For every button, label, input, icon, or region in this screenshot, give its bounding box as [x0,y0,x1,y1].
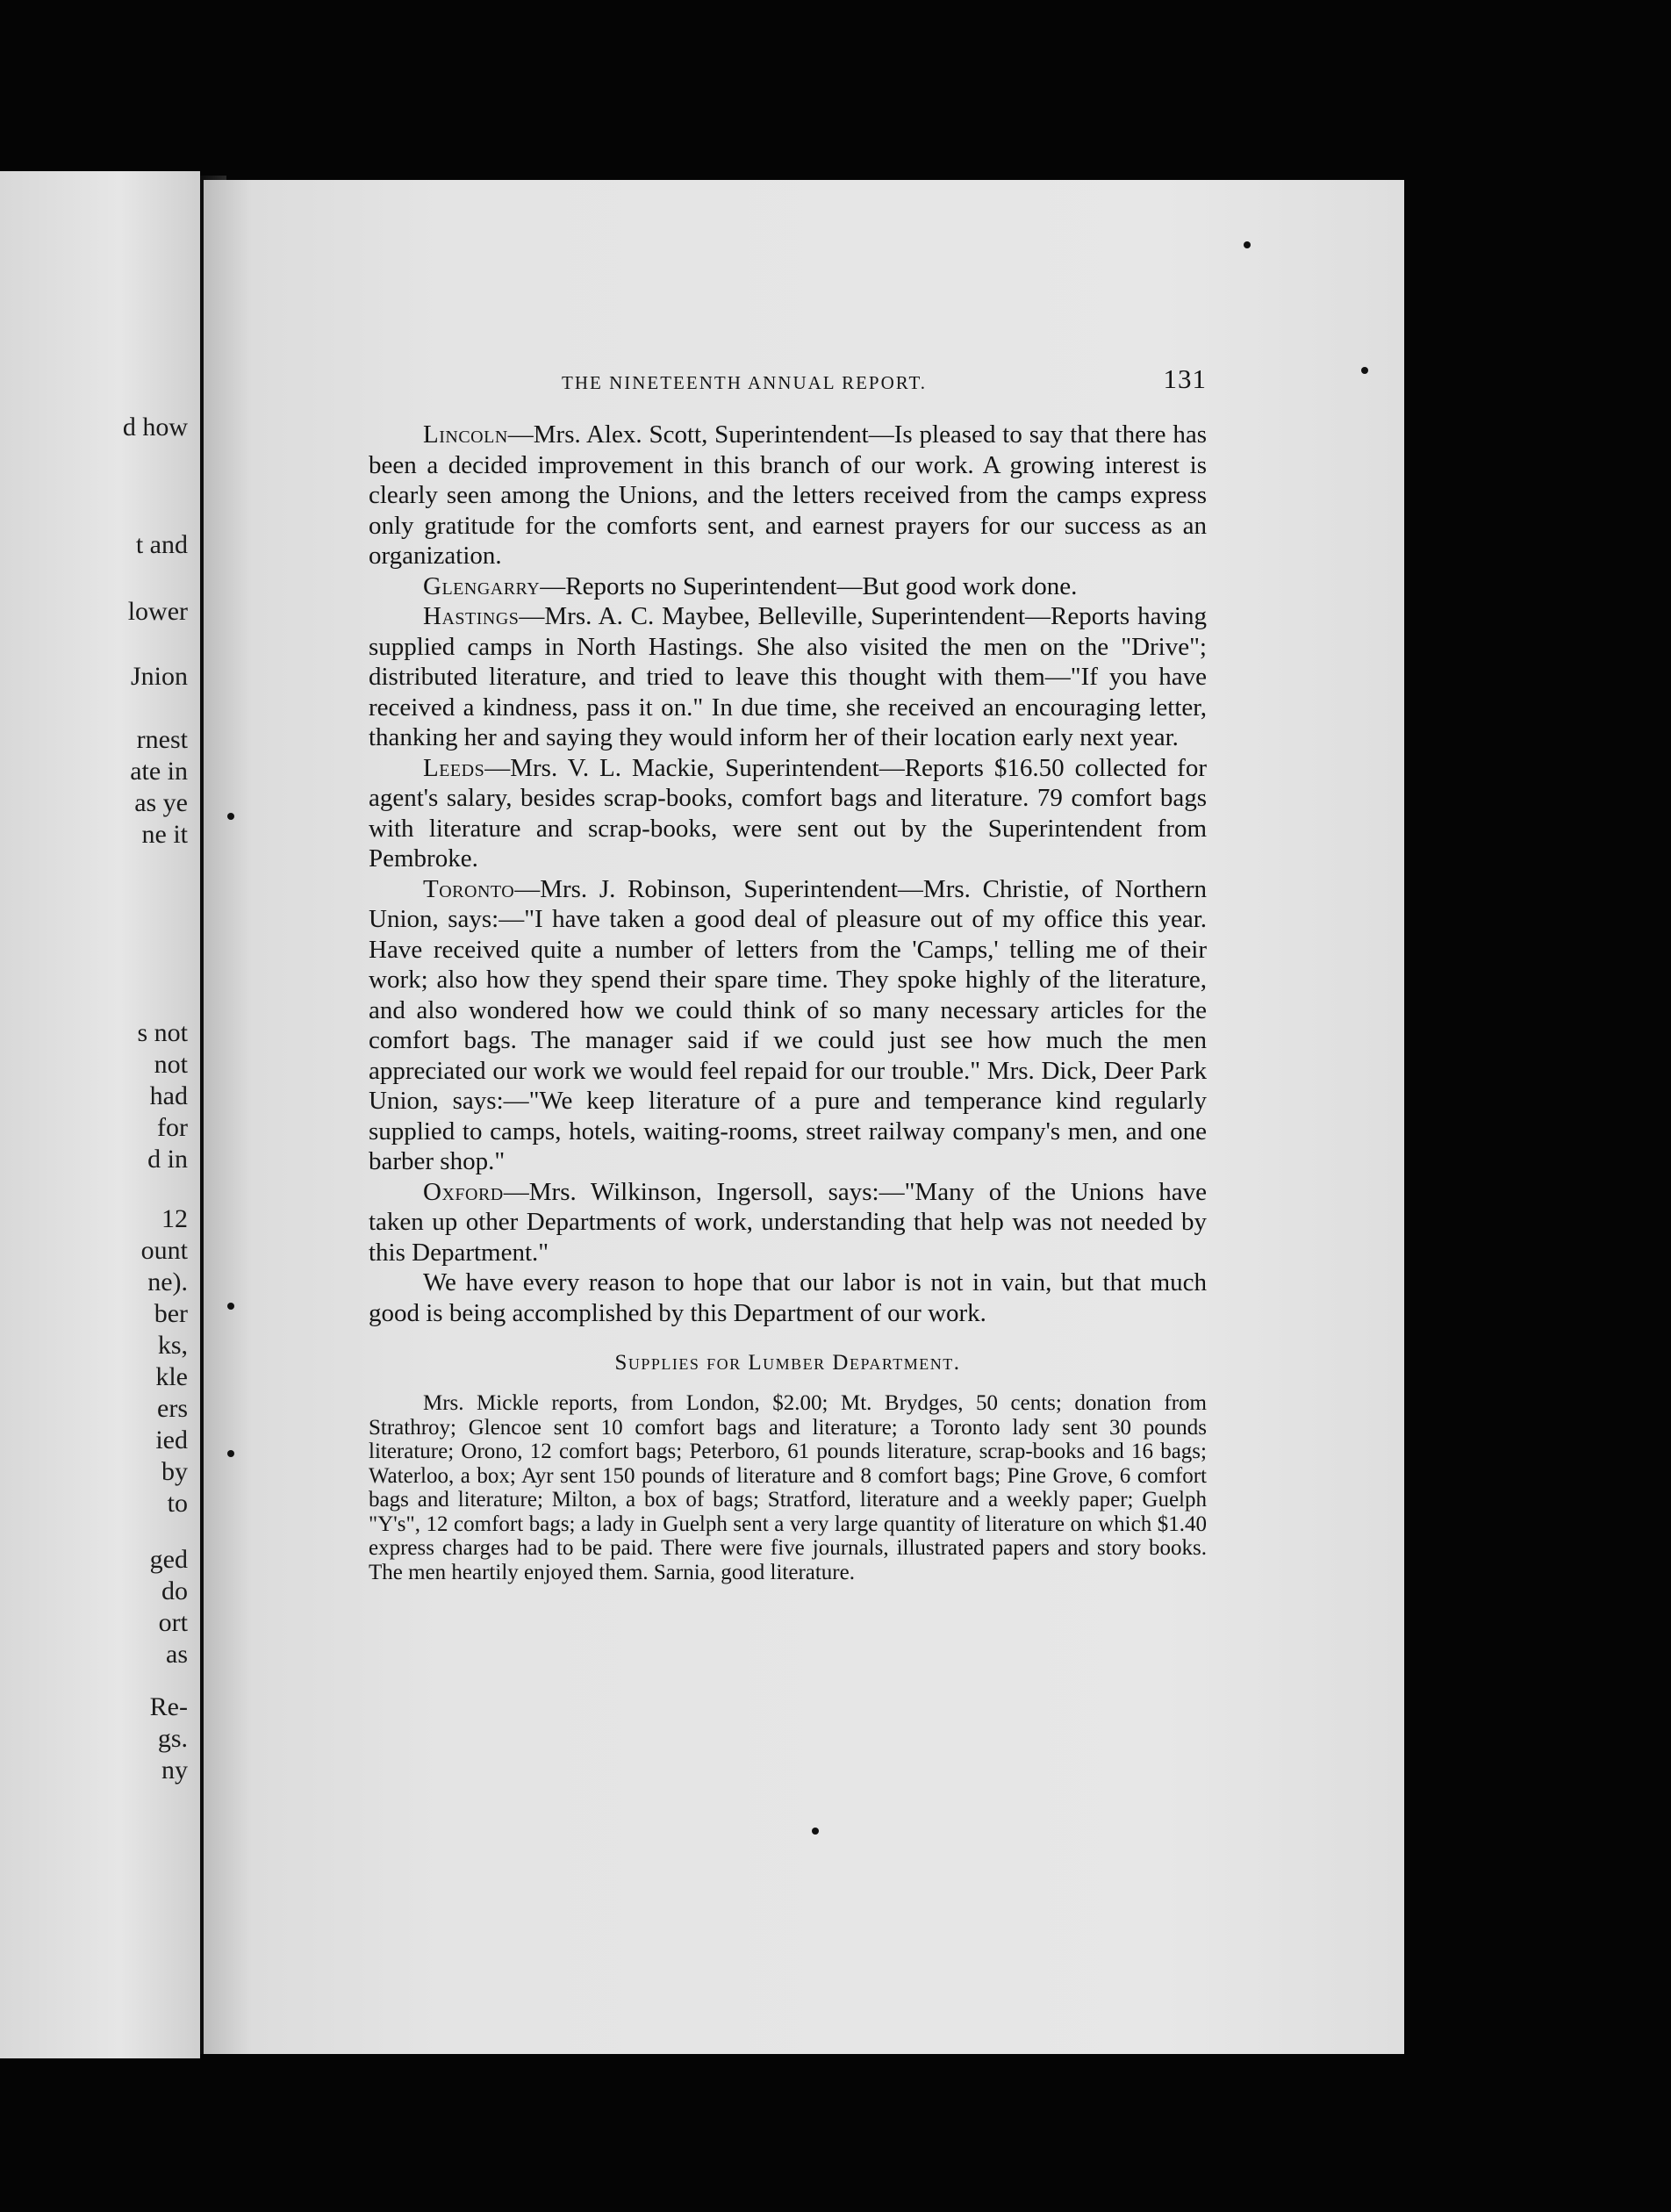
supplies-section [369,1391,1207,1584]
left-page-fragment: gs. [157,1724,188,1753]
paragraph-text: —Mrs. A. C. Maybee, Belleville, Superintendent—Reports having supplied camps in North Hastings. She also visited the men on the "Drive"; distributed literature, and tried to leave this thought with them—"If you have received a kindness, pass it on." In due time, she received an encouraging letter, thanking her and saying they would inform her of their location early next year. [369,602,1207,751]
paragraph-text: —Mrs. V. L. Mackie, Superintendent—Reports $16.50 collected for agent's salary, besides scrap-books, comfort bags and literature. 79 comfort bags with literature and scrap-books, were sent out by the Superintendent from Pembroke. [369,753,1207,873]
paragraph-text: —Mrs. Wilkinson, Ingersoll, says:—"Many of the Unions have taken up other Departments of work, understanding that help was not needed by this Department." [369,1177,1207,1267]
body-text [369,420,1207,1328]
left-page-fragment: ber [154,1299,188,1328]
left-page-fragment: d how [122,413,188,442]
margin-speck [1244,241,1251,248]
paragraph-toronto [369,874,1207,1177]
left-page-fragment: t and [135,530,188,559]
page-number: 131 [1163,363,1207,394]
left-page-fragment: d in [147,1145,188,1174]
paragraph-text: —Mrs. J. Robinson, Superintendent—Mrs. Christie, of Northern Union, says:—"I have taken a good deal of pleasure out of my office this year. Have received quite a number of letters from the 'Camps,' telling me of their work; also how they spend their spare time. They spoke highly of the literature, and also wondered how we could think of so many necessary articles for the comfort bags. The manager said if we could just see how much the men appreciated our work we would feel repaid for our trouble." Mrs. Dick, Deer Park Union, says:—"We keep literature of a pure and temperance kind regularly supplied to camps, hotels, waiting-rooms, street railway company's men, and one barber shop." [369,874,1207,1175]
left-page-fragment: ne it [141,820,188,849]
paragraph-lead: Toronto [423,874,515,903]
margin-speck [227,1450,234,1457]
margin-speck [227,813,234,820]
paragraph-text: We have every reason to hope that our labor is not in vain, but that much good is being accomplished by this Department of our work. [369,1268,1207,1327]
running-head [369,360,1207,404]
left-page-fragment: rnest [136,725,188,754]
paragraph-lincoln [369,420,1207,571]
left-page-fragment: ied [155,1426,188,1454]
left-page-fragment: do [161,1576,188,1605]
left-page-fragment: ort [158,1608,188,1637]
margin-speck [227,1303,234,1310]
left-page-fragment: ny [161,1756,188,1785]
left-page-fragment: s not [137,1018,188,1047]
left-page-fragment: by [161,1457,188,1486]
page-content [369,360,1207,1584]
left-page-fragment: lower [127,597,188,626]
paragraph-lead: Glengarry [423,571,541,600]
paragraph-lead: Leeds [423,753,485,782]
left-page-fragment: ers [157,1394,188,1423]
paragraph-lead: Lincoln [423,420,508,449]
left-page-fragment: as [166,1640,188,1669]
paragraph-hastings [369,601,1207,753]
left-page-fragment: not [154,1050,188,1079]
left-page-fragment: kle [155,1362,188,1391]
margin-speck [1361,367,1368,374]
left-page-fragment: ne). [147,1268,188,1296]
left-page-fragment: 12 [161,1204,188,1233]
paragraph-lead: Oxford [423,1177,504,1206]
paragraph-glengarry [369,571,1207,602]
left-page-fragment: ged [149,1545,188,1574]
paragraph-oxford [369,1177,1207,1268]
paragraph-leeds [369,753,1207,874]
left-page-fragment: as ye [134,788,188,817]
left-page-fragment: Jnion [130,662,188,691]
section-heading: Supplies for Lumber Department. [614,1351,961,1375]
left-page [0,171,200,2058]
left-page-fragment: for [157,1113,188,1142]
left-page-fragment: Re- [149,1692,188,1721]
supplies-paragraph: Mrs. Mickle reports, from London, $2.00; Mt. Brydges, 50 cents; donation from Strathroy; Glencoe sent 10 comfort bags and literature; a Toronto lady sent 30 pounds literature; Orono, 12 comfort bags; Peterboro, 61 pounds literature, scrap-books and 16 bags; Waterloo, a box; Ayr sent 150 pounds of literature and 8 comfort bags; Pine Grove, 6 comfort bags and literature; Milton, a box of bags; Stratford, literature and a weekly paper; Guelph "Y's", 12 comfort bags; a lady in Guelph sent a very large quantity of literature on which $1.40 express charges had to be paid. There were five journals, illustrated papers and story books. The men heartily enjoyed them. Sarnia, good literature. [369,1391,1207,1584]
left-page-fragment: ount [140,1236,188,1265]
paragraph-closing [369,1268,1207,1328]
left-page-fragment: had [149,1081,188,1110]
paragraph-text: —Mrs. Alex. Scott, Superintendent—Is pleased to say that there has been a decided improvement in this branch of our work. A growing interest is clearly seen among the Unions, and the letters received from the camps express only gratitude for the comforts sent, and earnest prayers for our success as an organization. [369,420,1207,570]
margin-speck [812,1828,819,1835]
running-head-title: THE NINETEENTH ANNUAL REPORT. [562,372,928,393]
paragraph-lead: Hastings [423,602,520,630]
left-page-fragment: to [167,1489,188,1518]
left-page-fragment: ate in [130,757,188,786]
paragraph-text: —Reports no Superintendent—But good work done. [540,571,1078,600]
left-page-fragment: ks, [157,1331,188,1360]
